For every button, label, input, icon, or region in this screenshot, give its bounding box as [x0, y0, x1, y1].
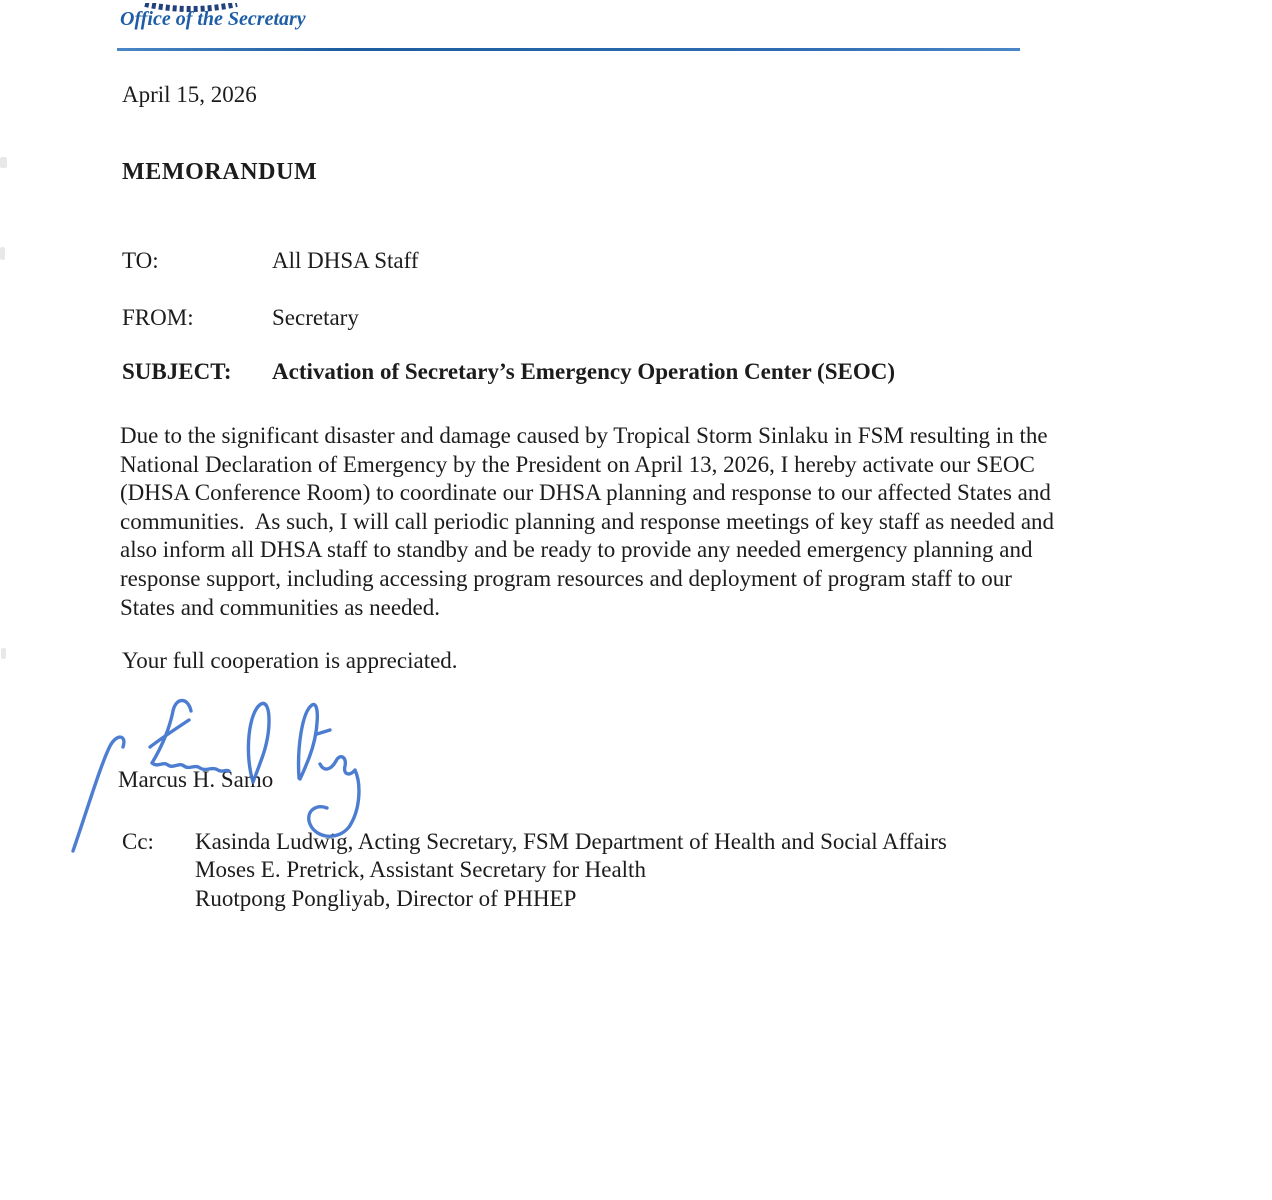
body-line: (DHSA Conference Room) to coordinate our DHSA planning and response to our affected States and [120, 480, 1051, 506]
signer-name: Marcus H. Samo [118, 767, 274, 792]
body-line: communities. As such, I will call periodic planning and response meetings of key staff as needed and [120, 508, 1055, 534]
cc-entry: Kasinda Ludwig, Acting Secretary, FSM Department of Health and Social Affairs [195, 829, 947, 854]
from-field-row [122, 305, 1142, 331]
memo-date: April 15, 2026 [122, 82, 257, 107]
body-line: National Declaration of Emergency by the President on April 13, 2026, I hereby activate our SEOC [120, 451, 1035, 477]
to-label: TO: [122, 248, 159, 273]
memo-body-paragraph [120, 422, 1054, 622]
subject-value: Activation of Secretary’s Emergency Operation Center (SEOC) [272, 359, 895, 384]
from-value: Secretary [272, 305, 359, 330]
from-label: FROM: [122, 305, 194, 330]
closing-line: Your full cooperation is appreciated. [122, 648, 458, 673]
to-field-row [122, 248, 1142, 274]
scan-artifact [0, 157, 7, 168]
cc-entry: Moses E. Pretrick, Assistant Secretary for Health [195, 857, 646, 883]
memo-title: MEMORANDUM [122, 159, 318, 185]
subject-label: SUBJECT: [122, 359, 232, 384]
body-line: response support, including accessing program resources and deployment of program staff to our [120, 565, 1012, 591]
office-of-the-secretary-label: Office of the Secretary [120, 8, 306, 30]
body-line: also inform all DHSA staff to standby and be ready to provide any needed emergency planning and [120, 537, 1033, 563]
body-line: Due to the significant disaster and damage caused by Tropical Storm Sinlaku in FSM resulting in the [120, 423, 1048, 448]
body-line: States and communities as needed. [120, 594, 441, 620]
to-value: All DHSA Staff [272, 248, 419, 273]
signature-ink [60, 690, 370, 860]
cc-entry: Ruotpong Pongliyab, Director of PHHEP [195, 885, 577, 911]
subject-field-row [122, 359, 1142, 385]
scan-artifact [1, 648, 6, 659]
cc-label: Cc: [122, 829, 154, 854]
header-divider-rule [117, 48, 1020, 51]
scan-artifact [0, 247, 5, 260]
